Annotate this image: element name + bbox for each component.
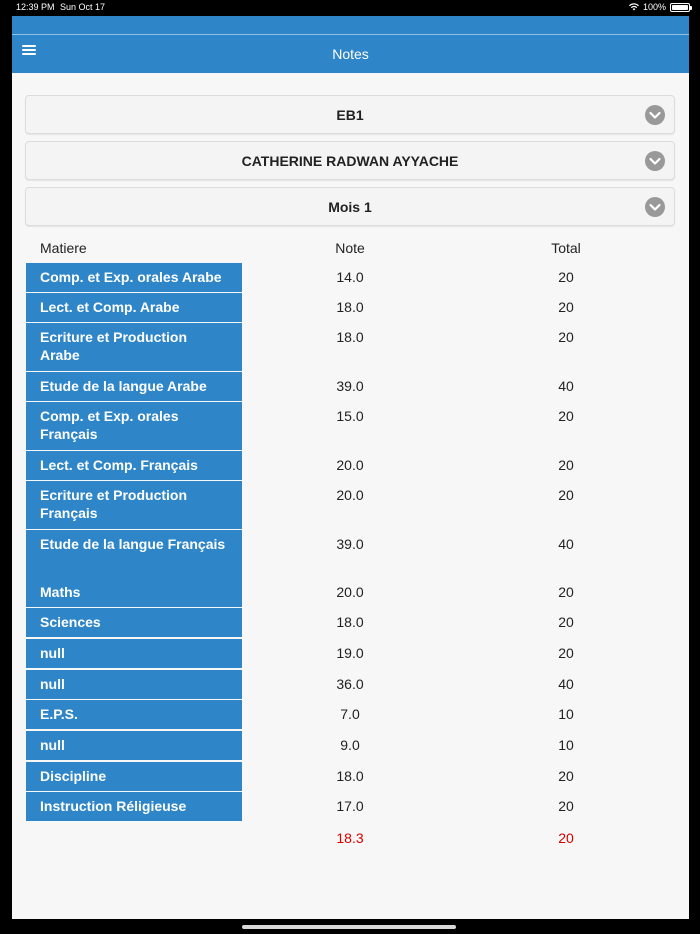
month-select[interactable] (25, 187, 675, 226)
total-cell: 20 (558, 408, 574, 424)
note-cell: 18.0 (336, 768, 364, 784)
status-date: Sun Oct 17 (60, 2, 106, 12)
chevron-down-icon[interactable] (645, 197, 665, 217)
student-select[interactable] (25, 141, 675, 180)
total-cell: 20 (558, 487, 574, 503)
subject-cell[interactable]: Etude de la langue Français (26, 530, 242, 578)
note-cell: 20.0 (336, 584, 364, 600)
app-frame (12, 16, 689, 919)
note-cell: 39.0 (336, 378, 364, 394)
subject-cell[interactable]: Etude de la langue Arabe (26, 372, 242, 401)
subject-cell[interactable]: null (26, 731, 242, 760)
total-cell: 20 (558, 614, 574, 630)
total-cell: 20 (558, 457, 574, 473)
subject-cell[interactable]: Sciences (26, 608, 242, 637)
total-cell: 20 (558, 768, 574, 784)
wifi-icon (629, 3, 639, 11)
battery-icon (670, 3, 690, 12)
total-cell: 20 (558, 584, 574, 600)
note-cell: 18.0 (336, 299, 364, 315)
total-cell: 20 (558, 299, 574, 315)
note-cell: 14.0 (336, 269, 364, 285)
chevron-down-icon[interactable] (645, 105, 665, 125)
subject-cell[interactable]: E.P.S. (26, 700, 242, 729)
note-cell: 9.0 (340, 737, 360, 753)
summary-note: 18.3 (336, 830, 364, 846)
battery-level (672, 5, 688, 10)
note-cell: 20.0 (336, 457, 364, 473)
note-cell: 15.0 (336, 408, 364, 424)
status-bar (0, 0, 700, 16)
month-select-value: Mois 1 (328, 199, 372, 215)
note-cell: 18.0 (336, 329, 364, 345)
subject-cell[interactable]: null (26, 639, 242, 668)
note-cell: 18.0 (336, 614, 364, 630)
subject-cell[interactable]: Discipline (26, 762, 242, 791)
total-cell: 20 (558, 329, 574, 345)
subject-cell[interactable]: null (26, 670, 242, 699)
column-header-subject: Matiere (40, 240, 87, 256)
subject-cell[interactable]: Maths (26, 578, 242, 607)
column-header-note: Note (335, 240, 365, 256)
battery-percent: 100% (642, 2, 666, 12)
subject-cell[interactable]: Instruction Réligieuse (26, 792, 242, 821)
class-select[interactable] (25, 95, 675, 134)
total-cell: 10 (558, 737, 574, 753)
subject-cell[interactable]: Ecriture et Production Arabe (26, 323, 242, 371)
total-cell: 10 (558, 706, 574, 722)
total-cell: 40 (558, 378, 574, 394)
note-cell: 7.0 (340, 706, 360, 722)
note-cell: 19.0 (336, 645, 364, 661)
subject-cell[interactable]: Ecriture et Production Français (26, 481, 242, 529)
note-cell: 20.0 (336, 487, 364, 503)
subject-cell[interactable]: Comp. et Exp. orales Arabe (26, 263, 242, 292)
nav-bar (12, 16, 689, 73)
student-select-value: CATHERINE RADWAN AYYACHE (241, 153, 459, 169)
chevron-down-icon[interactable] (645, 151, 665, 171)
total-cell: 20 (558, 645, 574, 661)
total-cell: 40 (558, 676, 574, 692)
total-cell: 40 (558, 536, 574, 552)
note-cell: 36.0 (336, 676, 364, 692)
status-right (629, 2, 690, 12)
nav-divider (12, 34, 689, 35)
subject-cell[interactable]: Lect. et Comp. Arabe (26, 293, 242, 322)
status-time: 12:39 PM (16, 2, 55, 12)
subject-cell[interactable]: Lect. et Comp. Français (26, 451, 242, 480)
summary-total: 20 (558, 830, 574, 846)
column-header-total: Total (551, 240, 581, 256)
subject-cell[interactable]: Comp. et Exp. orales Français (26, 402, 242, 450)
class-select-value: EB1 (336, 107, 364, 123)
note-cell: 39.0 (336, 536, 364, 552)
total-cell: 20 (558, 798, 574, 814)
note-cell: 17.0 (336, 798, 364, 814)
page-title: Notes (332, 46, 369, 62)
total-cell: 20 (558, 269, 574, 285)
home-indicator (242, 925, 456, 929)
